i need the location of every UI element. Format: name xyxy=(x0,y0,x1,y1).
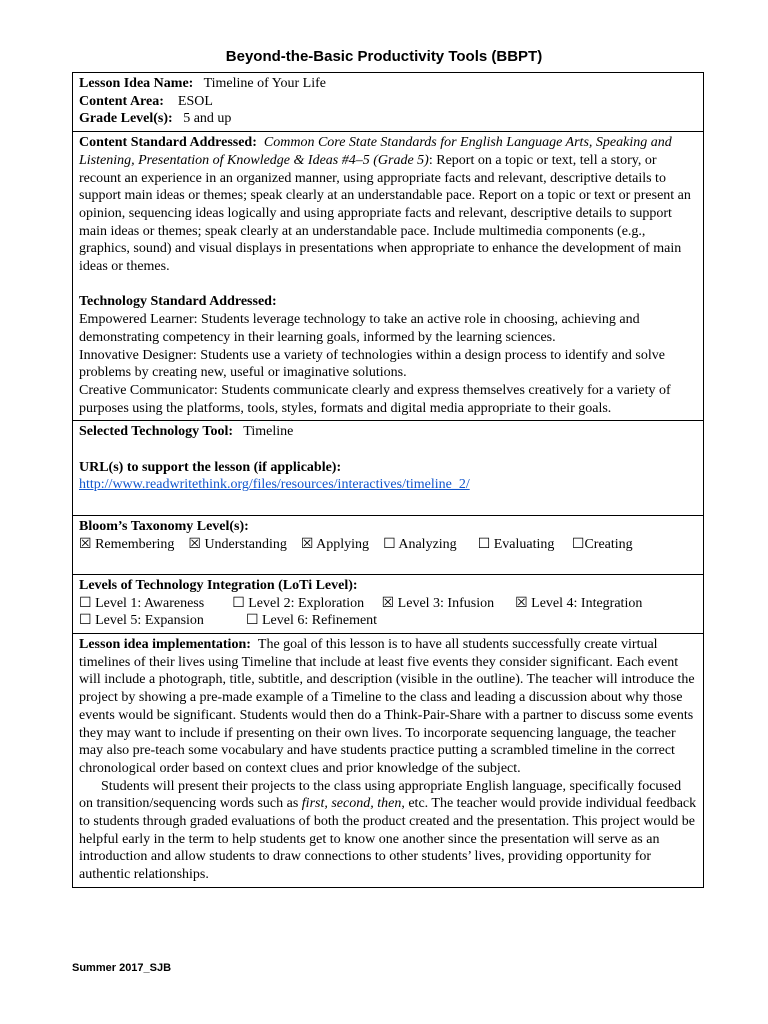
checkbox-understanding[interactable]: ☒ Understanding xyxy=(188,536,287,552)
implementation-paragraph-2: Students will present their projects to the class using appropriate English language, specifically focused on transition/sequencing words such as first, second, then, etc. The teacher would provide individual feedback to students through graded evaluations of both the product created and the presentation. This project would be helpful early in the term to help students get to know one another since the presentation will serve as an introduction and allow students to draw connections to other students’ lives, providing opportunity for authentic relationships. xyxy=(79,778,697,883)
checkbox-analyzing[interactable]: ☐ Analyzing xyxy=(383,536,457,552)
content-area-line xyxy=(79,93,697,111)
tech-standard-item: Creative Communicator: Students communicate clearly and express themselves creatively for a variety of purposes using the platforms, tools, styles, formats and digital media appropriate to their goals. xyxy=(79,382,671,416)
checkbox-level-4[interactable]: ☒ Level 4: Integration xyxy=(515,595,643,611)
checkbox-evaluating[interactable]: ☐ Evaluating xyxy=(477,536,555,552)
implementation-label: Lesson idea implementation: xyxy=(79,637,251,653)
document-title: Beyond-the-Basic Productivity Tools (BBPT) xyxy=(225,48,543,65)
checkbox-level-6[interactable]: ☐ Level 6: Refinement xyxy=(245,613,378,629)
lesson-info-cell xyxy=(73,73,703,131)
tool-value: Timeline xyxy=(243,424,294,440)
blooms-label: Bloom’s Taxonomy Level(s): xyxy=(79,518,249,534)
lesson-name-label: Lesson Idea Name: xyxy=(79,76,194,91)
checkbox-level-5[interactable]: ☐ Level 5: Expansion xyxy=(79,613,204,629)
loti-label: Levels of Technology Integration (LoTi Level): xyxy=(79,577,358,593)
lesson-name-line xyxy=(79,75,697,93)
content-area-label: Content Area: xyxy=(79,93,164,109)
content-standard xyxy=(79,134,697,276)
checkbox-remembering[interactable]: ☒ Remembering xyxy=(79,536,175,552)
loti-cell xyxy=(73,574,703,633)
checkbox-level-1[interactable]: ☐ Level 1: Awareness xyxy=(79,595,205,611)
tech-standard-item: Empowered Learner: Students leverage technology to take an active role in choosing, achieving and demonstrating competency in their learning goals, informed by the learning sciences. xyxy=(79,312,640,345)
grade-level-line xyxy=(79,110,697,128)
footer-text: Summer 2017_SJB xyxy=(72,962,172,974)
content-area-value: ESOL xyxy=(177,93,213,109)
tool-label: Selected Technology Tool: xyxy=(79,424,234,440)
checkbox-creating[interactable]: ☐Creating xyxy=(571,536,633,552)
checkbox-level-3[interactable]: ☒ Level 3: Infusion xyxy=(381,595,495,611)
content-standard-text: : Report on a topic or text, tell a story, or recount an experience in an organized manner, using appropriate facts and relevant, descriptive details to support main ideas or themes; speak clearly at an understandable pace. Report on a topic or text or present an opinion, sequencing ideas logically and using appropriate facts and relevant, descriptive details to support main ideas or themes; speak clearly at an understandable pace. Include multimedia components (e.g., graphics, sound) and visual displays in presentations when appropriate to enhance the development of main ideas or themes. xyxy=(79,152,691,275)
implementation-cell xyxy=(73,633,703,887)
tool-line xyxy=(79,423,697,441)
url-label: URL(s) to support the lesson (if applicable): xyxy=(79,459,342,475)
grade-level-label: Grade Level(s): xyxy=(79,111,173,127)
lesson-url-link[interactable]: http://www.readwritethink.org/files/resources/interactives/timeline_2/ xyxy=(79,477,470,493)
loti-options-row-1 xyxy=(79,595,697,613)
tech-standard-item: Innovative Designer: Students use a variety of technologies within a design process to identify and solve problems by creating new, useful or imaginative solutions. xyxy=(79,347,665,381)
lesson-plan-table xyxy=(72,72,704,888)
tech-standard-label: Technology Standard Addressed: xyxy=(79,294,277,310)
grade-level-value: 5 and up xyxy=(183,111,232,127)
checkbox-applying[interactable]: ☒ Applying xyxy=(300,536,370,552)
content-standard-source: Common Core State Standards for English Language Arts, Speaking and Listening, Presentation of Knowledge & Ideas #4–5 (Grade 5) xyxy=(79,135,672,168)
checkbox-level-2[interactable]: ☐ Level 2: Exploration xyxy=(232,595,365,611)
blooms-cell xyxy=(73,515,703,574)
content-standard-label: Content Standard Addressed: xyxy=(79,135,257,151)
loti-options-row-2 xyxy=(79,612,697,630)
standards-cell xyxy=(73,131,703,420)
implementation-paragraph-1: Lesson idea implementation: The goal of this lesson is to have all students successfully create virtual timelines of their lives using Timeline that include at least five events they consider significant. Each event will include a photograph, title, subtitle, and description (visible in the outline). The teacher will introduce the project by showing a pre-made example of a Timeline to the class and leading a discussion about why those events would be significant. Students would then do a Think-Pair-Share with a partner to discuss some events they may want to include if presenting on their own lives. To incorporate sequencing language, the teacher may also pre-teach some vocabulary and have students practice putting a scrambled timeline in the correct chronological order based on context clues and prior knowledge of the subject. xyxy=(79,637,695,776)
lesson-name-value: Timeline of Your Life xyxy=(203,76,326,91)
tool-cell xyxy=(73,420,703,514)
blooms-options xyxy=(79,536,697,554)
